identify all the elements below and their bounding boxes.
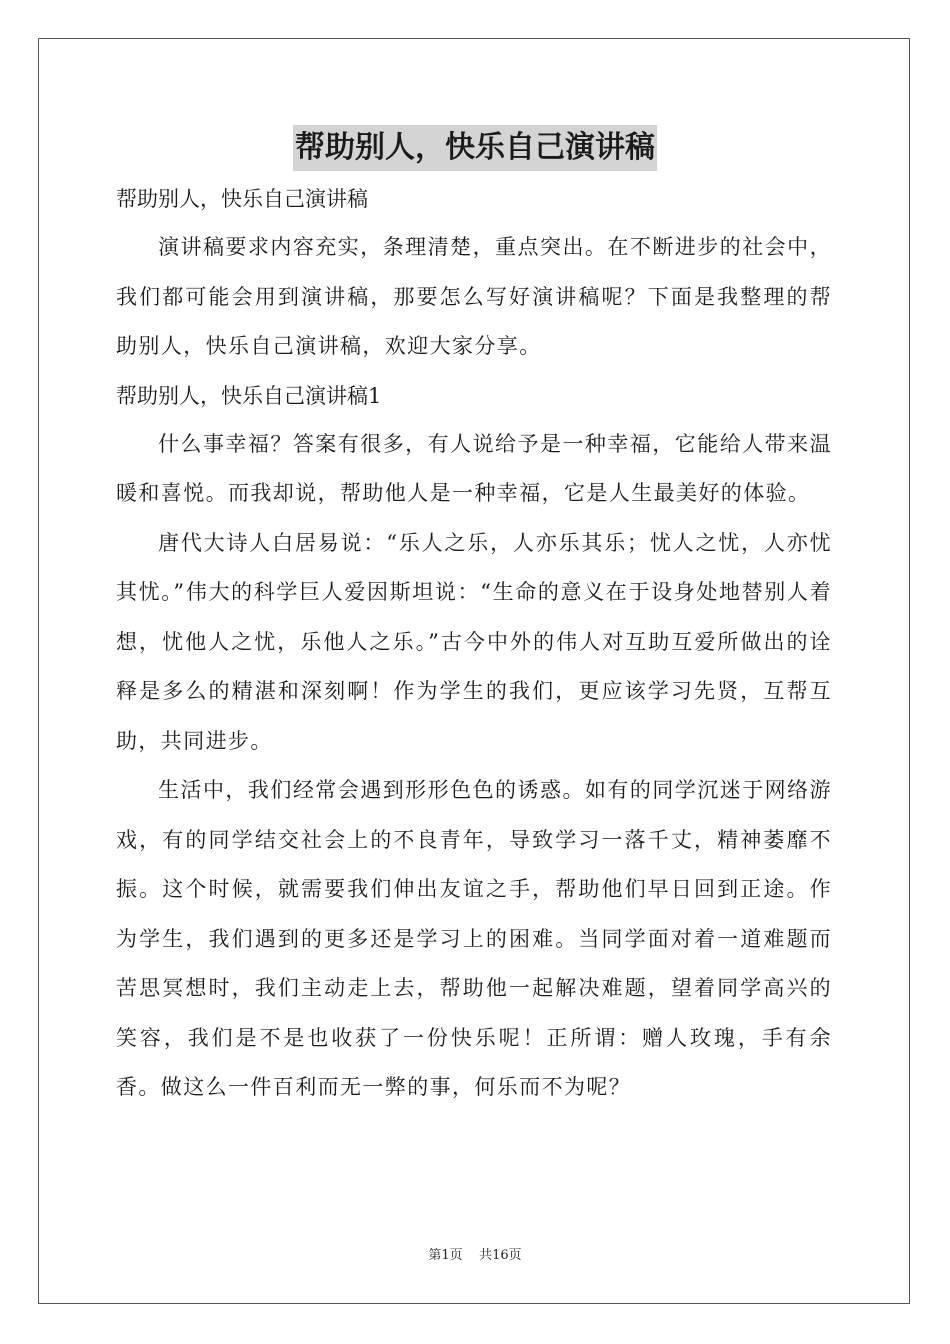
body-paragraph: 唐代大诗人白居易说：“乐人之乐，人亦乐其乐；忧人之忧，人亦忧其忧。”伟大的科学巨人爱因斯坦说：“生命的意义在于设身处地替别人着想，忧他人之忧，乐他人之乐。”古今中外的伟人对互助互爱所做出的诠释是多么的精湛和深刻啊！作为学生的我们，更应该学习先贤，互帮互助，共同进步。: [116, 530, 832, 753]
document-subtitle: 帮助别人，快乐自己演讲稿: [116, 187, 368, 211]
document-title: 帮助别人，快乐自己演讲稿: [293, 125, 657, 171]
page-total: 共16页: [479, 1248, 522, 1263]
page-number: 第1页: [428, 1248, 463, 1263]
body-paragraph: 生活中，我们经常会遇到形形色色的诱惑。如有的同学沉迷于网络游戏，有的同学结交社会上的不良青年，导致学习一落千丈，精神萎靡不振。这个时候，就需要我们伸出友谊之手，帮助他们早日回到正途。作为学生，我们遇到的更多还是学习上的困难。当同学面对着一道难题而苦思冥想时，我们主动走上去，帮助他一起解决难题，望着同学高兴的笑容，我们是不是也收获了一份快乐呢！正所谓：赠人玫瑰，手有余香。做这么一件百利而无一弊的事，何乐而不为呢？: [116, 778, 832, 1099]
title-wrapper: [0, 125, 950, 171]
body-paragraph: 什么事幸福？答案有很多，有人说给予是一种幸福，它能给人带来温暖和喜悦。而我却说，帮助他人是一种幸福，它是人生最美好的体验。: [116, 431, 832, 505]
intro-paragraph: 演讲稿要求内容充实，条理清楚，重点突出。在不断进步的社会中，我们都可能会用到演讲稿，那要怎么写好演讲稿呢？下面是我整理的帮助别人，快乐自己演讲稿，欢迎大家分享。: [116, 235, 832, 358]
page-footer: [0, 1246, 950, 1266]
document-body: [116, 175, 832, 1113]
section-heading: 帮助别人，快乐自己演讲稿1: [116, 383, 382, 408]
